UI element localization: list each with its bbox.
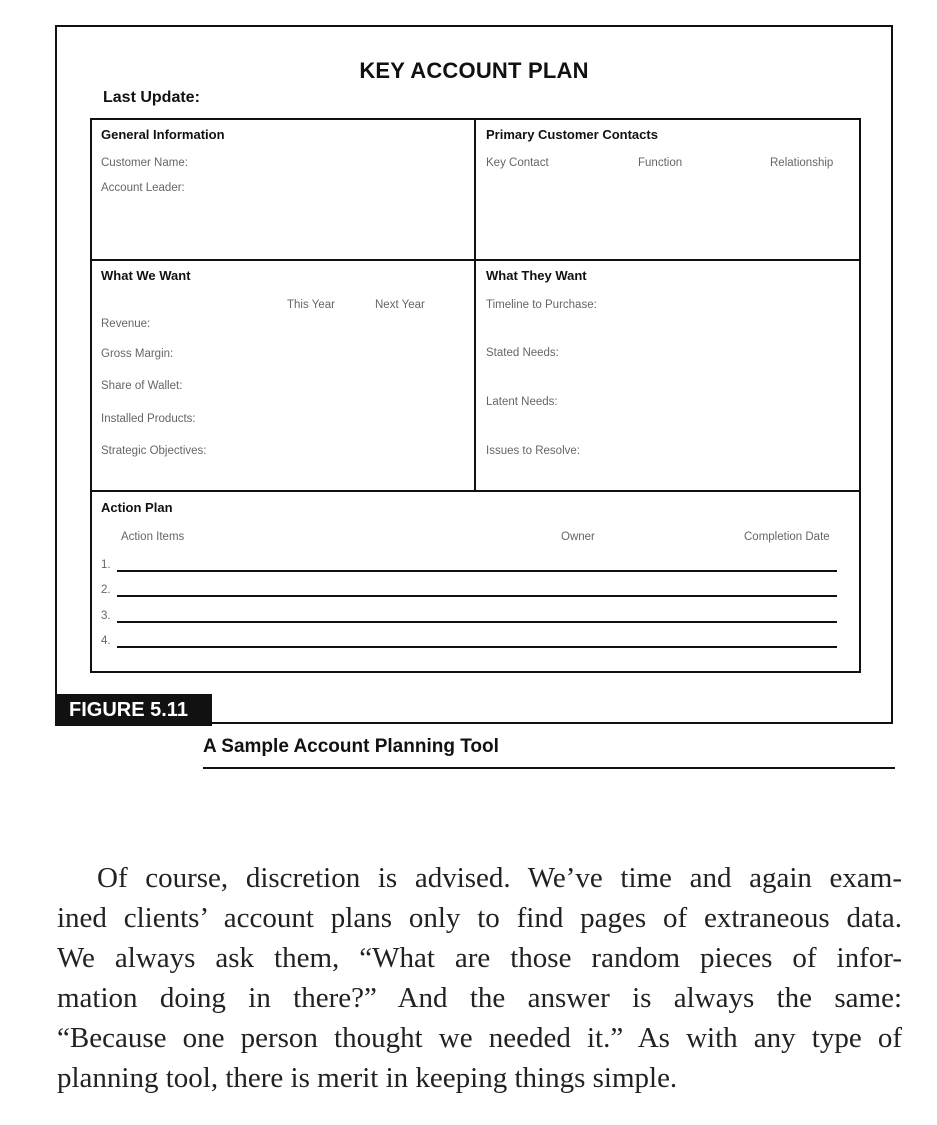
action-row-line [117, 646, 837, 648]
action-plan-title: Action Plan [101, 500, 173, 515]
last-update-label: Last Update: [103, 89, 200, 106]
what-we-want-title: What We Want [101, 268, 191, 283]
paragraph-line: planning tool, there is merit in keeping things simple. [57, 1062, 678, 1094]
action-row-line [117, 570, 837, 572]
form-divider-column [474, 118, 476, 492]
this-year-column: This Year [287, 299, 335, 311]
stated-needs-label: Stated Needs: [486, 347, 559, 359]
share-of-wallet-label: Share of Wallet: [101, 380, 183, 392]
paragraph-line: Of course, discretion is advised. We’ve time and again exam- [97, 862, 902, 894]
action-row-number: 2. [101, 584, 111, 596]
figure-caption: A Sample Account Planning Tool [203, 736, 499, 757]
relationship-column: Relationship [770, 157, 834, 169]
general-information-title: General Information [101, 127, 225, 142]
paragraph-line: We always ask them, “What are those random pieces of infor- [57, 942, 902, 974]
form-title: KEY ACCOUNT PLAN [359, 58, 589, 83]
action-row-number: 1. [101, 559, 111, 571]
figure-label: FIGURE 5.11 [55, 694, 212, 726]
gross-margin-label: Gross Margin: [101, 348, 174, 360]
completion-date-column: Completion Date [744, 531, 830, 543]
action-row-line [117, 621, 837, 623]
next-year-column: Next Year [375, 299, 425, 311]
caption-underline [203, 767, 895, 769]
action-row-line [117, 595, 837, 597]
account-leader-label: Account Leader: [101, 182, 185, 194]
what-they-want-title: What They Want [486, 268, 587, 283]
issues-to-resolve-label: Issues to Resolve: [486, 445, 580, 457]
installed-products-label: Installed Products: [101, 413, 196, 425]
action-row-number: 3. [101, 610, 111, 622]
customer-name-label: Customer Name: [101, 157, 188, 169]
paragraph-line: ined clients’ account plans only to find pages of extraneous data. [57, 902, 902, 934]
paragraph-line: “Because one person thought we needed it.” As with any type of [57, 1022, 902, 1054]
latent-needs-label: Latent Needs: [486, 396, 558, 408]
action-items-column: Action Items [121, 531, 185, 543]
body-paragraph [57, 858, 902, 1098]
revenue-label: Revenue: [101, 318, 151, 330]
timeline-to-purchase-label: Timeline to Purchase: [486, 299, 597, 311]
paragraph-line: mation doing in there?” And the answer is always the same: [57, 982, 902, 1014]
key-contact-column: Key Contact [486, 157, 549, 169]
strategic-objectives-label: Strategic Objectives: [101, 445, 207, 457]
owner-column: Owner [561, 531, 595, 543]
primary-customer-contacts-title: Primary Customer Contacts [486, 127, 658, 142]
action-row-number: 4. [101, 635, 111, 647]
function-column: Function [638, 157, 683, 169]
